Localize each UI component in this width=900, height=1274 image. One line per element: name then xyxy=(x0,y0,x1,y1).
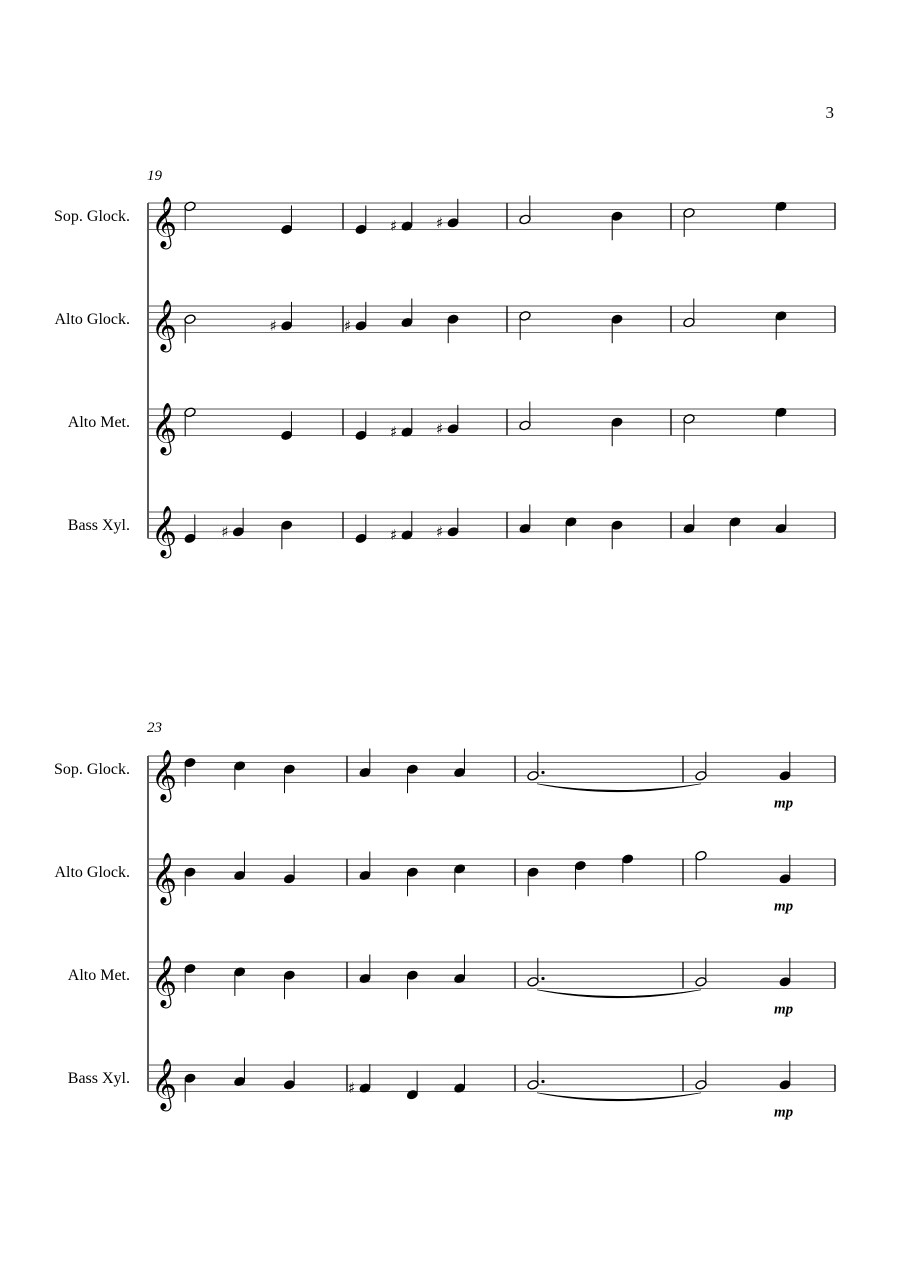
note xyxy=(683,299,695,328)
treble-clef-icon: 𝄞 xyxy=(151,852,178,904)
note xyxy=(390,408,413,441)
note xyxy=(359,852,371,881)
note xyxy=(611,314,623,343)
page-number: 3 xyxy=(825,103,834,122)
note xyxy=(527,1061,701,1101)
sharp-icon: ♯ xyxy=(269,316,277,335)
note xyxy=(611,520,623,549)
note xyxy=(436,199,459,232)
measure-number: 23 xyxy=(147,720,162,736)
tie xyxy=(537,784,701,792)
dynamic-marking: mp xyxy=(774,898,794,915)
note xyxy=(527,867,539,896)
note xyxy=(406,764,418,793)
instrument-label: Alto Glock. xyxy=(54,864,130,881)
note xyxy=(774,855,794,915)
note xyxy=(184,407,196,436)
tie xyxy=(537,990,701,998)
measure-number: 19 xyxy=(147,168,162,184)
staff xyxy=(148,955,835,1018)
note xyxy=(774,1061,794,1121)
note xyxy=(406,970,418,999)
instrument-label: Bass Xyl. xyxy=(67,1070,130,1087)
note xyxy=(519,505,531,534)
note xyxy=(184,314,196,343)
treble-clef-icon: 𝄞 xyxy=(151,299,178,351)
note xyxy=(683,505,695,534)
instrument-label: Alto Glock. xyxy=(54,311,130,328)
note xyxy=(359,749,371,778)
note xyxy=(233,966,245,995)
sharp-icon: ♯ xyxy=(221,522,229,541)
staff xyxy=(148,505,835,559)
augmentation-dot xyxy=(541,1080,544,1083)
instrument-label: Sop. Glock. xyxy=(54,208,130,225)
instrument-label: Bass Xyl. xyxy=(67,517,130,534)
system-1 xyxy=(148,196,835,559)
note xyxy=(348,1064,371,1097)
staff xyxy=(148,299,835,353)
note xyxy=(565,516,577,545)
note xyxy=(519,402,531,431)
note xyxy=(184,1073,196,1102)
staff xyxy=(148,850,835,914)
note xyxy=(683,207,695,236)
note xyxy=(683,413,695,442)
note xyxy=(453,955,465,984)
note xyxy=(453,1064,465,1093)
sharp-icon: ♯ xyxy=(390,423,398,442)
note xyxy=(283,764,295,793)
note xyxy=(527,752,701,792)
instrument-label: Alto Met. xyxy=(67,414,130,431)
sharp-icon: ♯ xyxy=(436,522,444,541)
note xyxy=(283,970,295,999)
note xyxy=(436,508,459,541)
note xyxy=(184,867,196,896)
note xyxy=(436,405,459,438)
note xyxy=(453,749,465,778)
note xyxy=(344,302,367,335)
note xyxy=(775,310,787,339)
sharp-icon: ♯ xyxy=(436,213,444,232)
sharp-icon: ♯ xyxy=(390,217,398,236)
note xyxy=(406,1071,418,1100)
treble-clef-icon: 𝄞 xyxy=(151,955,178,1007)
note xyxy=(359,955,371,984)
augmentation-dot xyxy=(541,771,544,774)
treble-clef-icon: 𝄞 xyxy=(151,749,178,801)
note xyxy=(233,760,245,789)
staff xyxy=(148,196,835,250)
note xyxy=(447,314,459,343)
note xyxy=(401,299,413,328)
augmentation-dot xyxy=(541,977,544,980)
treble-clef-icon: 𝄞 xyxy=(151,1058,178,1110)
instrument-label: Sop. Glock. xyxy=(54,761,130,778)
system-2 xyxy=(148,749,835,1121)
treble-clef-icon: 𝄞 xyxy=(151,402,178,454)
staff xyxy=(148,1058,835,1121)
dynamic-marking: mp xyxy=(774,1001,794,1018)
note xyxy=(775,505,787,534)
note xyxy=(233,852,245,881)
staff xyxy=(148,402,835,456)
note xyxy=(453,863,465,892)
note xyxy=(390,511,413,544)
note xyxy=(184,201,196,230)
sharp-icon: ♯ xyxy=(390,526,398,545)
note xyxy=(280,520,292,549)
note xyxy=(611,211,623,240)
dynamic-marking: mp xyxy=(774,1104,794,1121)
tie xyxy=(537,1093,701,1101)
note xyxy=(519,310,531,339)
note xyxy=(406,867,418,896)
dynamic-marking: mp xyxy=(774,795,794,812)
note xyxy=(527,958,701,998)
sharp-icon: ♯ xyxy=(348,1079,356,1098)
treble-clef-icon: 𝄞 xyxy=(151,196,178,248)
note xyxy=(775,201,787,230)
note xyxy=(611,417,623,446)
staff xyxy=(148,749,835,812)
sharp-icon: ♯ xyxy=(436,419,444,438)
note xyxy=(270,302,293,335)
note xyxy=(233,1058,245,1087)
note xyxy=(519,196,531,225)
instrument-label: Alto Met. xyxy=(67,967,130,984)
sharp-icon: ♯ xyxy=(344,316,352,335)
note xyxy=(390,202,413,235)
note xyxy=(695,850,707,879)
note xyxy=(729,516,741,545)
treble-clef-icon: 𝄞 xyxy=(151,505,178,557)
note xyxy=(221,508,244,541)
note xyxy=(774,752,794,812)
note xyxy=(774,958,794,1018)
note xyxy=(775,407,787,436)
